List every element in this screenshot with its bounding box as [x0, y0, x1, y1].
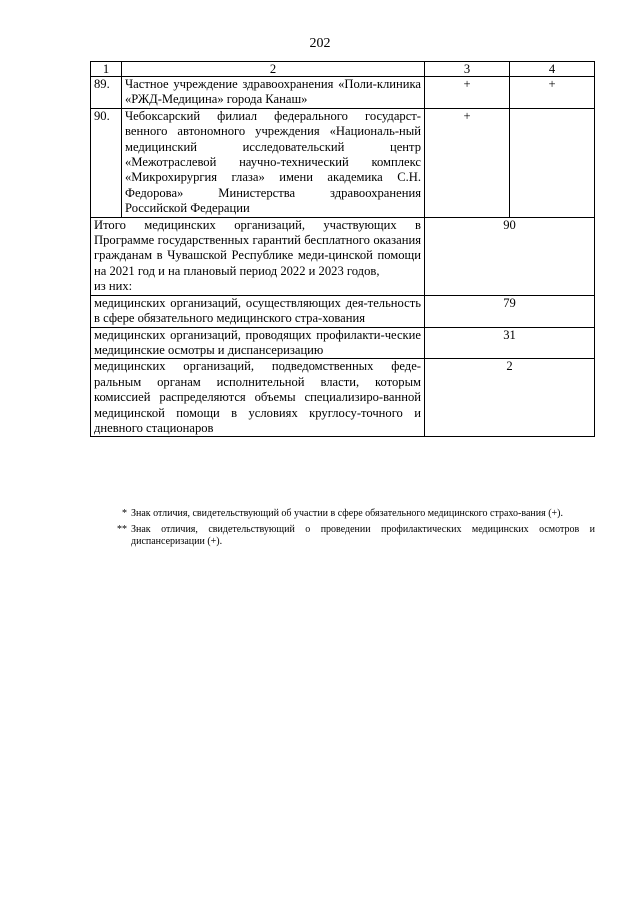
footnote-mark: ** — [117, 523, 127, 535]
organizations-table — [90, 61, 595, 437]
footnotes — [105, 508, 595, 552]
total-label: медицинских организаций, осуществляющих дея-тельность в сфере обязательного медицинского стра-хования — [91, 295, 425, 327]
total-label: медицинских организаций, подведомственных феде-ральным органам исполнительной власти, которым комиссией распределяются объемы специализиро-ванной медицинской помощи в условиях круглосу-точного и дневного стационаров — [91, 359, 425, 437]
total-row — [91, 217, 595, 295]
footnote-text: Знак отличия, свидетельствующий о проведении профилактических медицинских осмотров и диспансеризации (+). — [131, 523, 595, 547]
organization-name: Чебоксарский филиал федерального государст-венного автономного учреждения «Националь-ный медицинский исследовательский центр «Межотраслевой научно-технический комплекс «Микрохирургия глаза» имени академика С.Н. Федорова» Министерства здравоохранения Российской Федерации — [122, 108, 425, 217]
total-row — [91, 295, 595, 327]
footnote — [105, 524, 595, 549]
table-header-row — [91, 62, 595, 77]
prophylaxis-mark: + — [510, 77, 595, 109]
total-value: 90 — [425, 217, 595, 295]
oms-mark: + — [425, 108, 510, 217]
footnote-mark: * — [122, 508, 127, 519]
footnote-text: Знак отличия, свидетельствующий об участии в сфере обязательного медицинского страхо-вания (+). — [131, 508, 563, 519]
header-col-3: 3 — [425, 62, 510, 77]
total-label: медицинских организаций, проводящих профилакти-ческие медицинские осмотры и диспансеризацию — [91, 327, 425, 359]
header-col-4: 4 — [510, 62, 595, 77]
row-number: 90. — [91, 108, 122, 217]
total-row — [91, 327, 595, 359]
row-number: 89. — [91, 77, 122, 109]
header-col-2: 2 — [122, 62, 425, 77]
total-value: 2 — [425, 359, 595, 437]
organization-name: Частное учреждение здравоохранения «Поли-клиника «РЖД-Медицина» города Канаш» — [122, 77, 425, 109]
table-row — [91, 108, 595, 217]
total-label-cell — [91, 217, 425, 295]
header-col-1: 1 — [91, 62, 122, 77]
total-value: 79 — [425, 295, 595, 327]
table-row — [91, 77, 595, 109]
total-label: Итого медицинских организаций, участвующих в Программе государственных гарантий бесплатного оказания гражданам в Чувашской Республике меди-цинской помощи на 2021 год и на плановый период 2022 и 2023 годов, — [94, 217, 421, 278]
prophylaxis-mark — [510, 108, 595, 217]
oms-mark: + — [425, 77, 510, 109]
page-number: 202 — [309, 36, 331, 51]
total-sublabel: из них: — [94, 279, 133, 294]
total-value: 31 — [425, 327, 595, 359]
footnote — [105, 508, 595, 521]
total-row — [91, 359, 595, 437]
